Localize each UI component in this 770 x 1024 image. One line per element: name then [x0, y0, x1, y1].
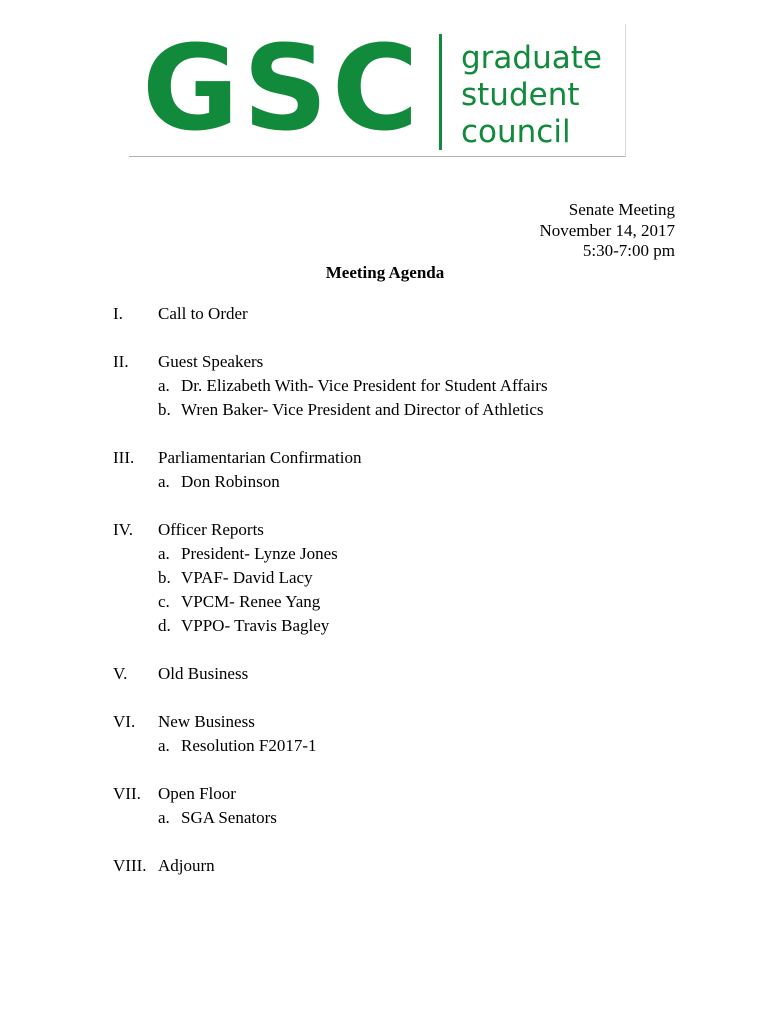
subitem-letter: b.	[158, 568, 171, 587]
subitem-text: Resolution F2017-1	[181, 736, 317, 755]
agenda-item	[113, 856, 673, 880]
logo-word: student	[461, 77, 580, 113]
agenda-subitem	[113, 736, 673, 760]
agenda-subitem	[113, 808, 673, 832]
agenda-subitem	[113, 616, 673, 640]
subitem-letter: a.	[158, 736, 170, 755]
meeting-time: 5:30-7:00 pm	[582, 241, 675, 260]
agenda-item-title: Adjourn	[158, 856, 215, 875]
subitem-letter: a.	[158, 544, 170, 563]
subitem-text: Don Robinson	[181, 472, 280, 491]
agenda-list	[113, 304, 673, 904]
agenda-item	[113, 352, 673, 424]
subitem-text: SGA Senators	[181, 808, 277, 827]
agenda-numeral: II.	[113, 352, 129, 371]
subitem-letter: a.	[158, 376, 170, 395]
gsc-logo-initials: GSC	[142, 19, 423, 157]
agenda-numeral: VI.	[113, 712, 136, 731]
subitem-text: Dr. Elizabeth With- Vice President for Student Affairs	[181, 376, 548, 395]
subitem-letter: c.	[158, 592, 170, 611]
agenda-subitem	[113, 472, 673, 496]
agenda-numeral: VII.	[113, 784, 141, 803]
agenda-numeral: V.	[113, 664, 128, 683]
meeting-info	[539, 200, 675, 262]
agenda-numeral: IV.	[113, 520, 133, 539]
agenda-item-title: Officer Reports	[158, 520, 264, 539]
agenda-numeral: VIII.	[113, 856, 147, 875]
logo-word: graduate	[461, 40, 602, 76]
subitem-letter: a.	[158, 472, 170, 491]
agenda-item-title: Parliamentarian Confirmation	[158, 448, 362, 467]
agenda-subitem	[113, 568, 673, 592]
meeting-name: Senate Meeting	[568, 200, 675, 219]
agenda-item	[113, 448, 673, 496]
gsc-logo-wordmark	[461, 40, 602, 151]
agenda-item	[113, 784, 673, 832]
agenda-item-title: Open Floor	[158, 784, 236, 803]
subitem-text: VPPO- Travis Bagley	[181, 616, 330, 635]
agenda-item	[113, 304, 673, 328]
agenda-item	[113, 520, 673, 640]
subitem-letter: d.	[158, 616, 171, 635]
agenda-numeral: III.	[113, 448, 135, 467]
logo-word: council	[461, 114, 571, 150]
logo-divider	[439, 34, 442, 150]
subitem-text: VPCM- Renee Yang	[181, 592, 321, 611]
agenda-item	[113, 712, 673, 760]
subitem-text: Wren Baker- Vice President and Director of Athletics	[181, 400, 544, 419]
agenda-item	[113, 664, 673, 688]
subitem-text: President- Lynze Jones	[181, 544, 338, 563]
agenda-subitem	[113, 592, 673, 616]
agenda-title: Meeting Agenda	[325, 263, 445, 282]
agenda-item-title: Call to Order	[158, 304, 248, 323]
agenda-subitem	[113, 400, 673, 424]
agenda-item-title: Old Business	[158, 664, 249, 683]
agenda-numeral: I.	[113, 304, 123, 323]
agenda-item-title: New Business	[158, 712, 255, 731]
subitem-letter: a.	[158, 808, 170, 827]
agenda-subitem	[113, 544, 673, 568]
subitem-text: VPAF- David Lacy	[181, 568, 313, 587]
subitem-letter: b.	[158, 400, 171, 419]
meeting-date: November 14, 2017	[539, 220, 675, 240]
agenda-item-title: Guest Speakers	[158, 352, 264, 371]
agenda-subitem	[113, 376, 673, 400]
